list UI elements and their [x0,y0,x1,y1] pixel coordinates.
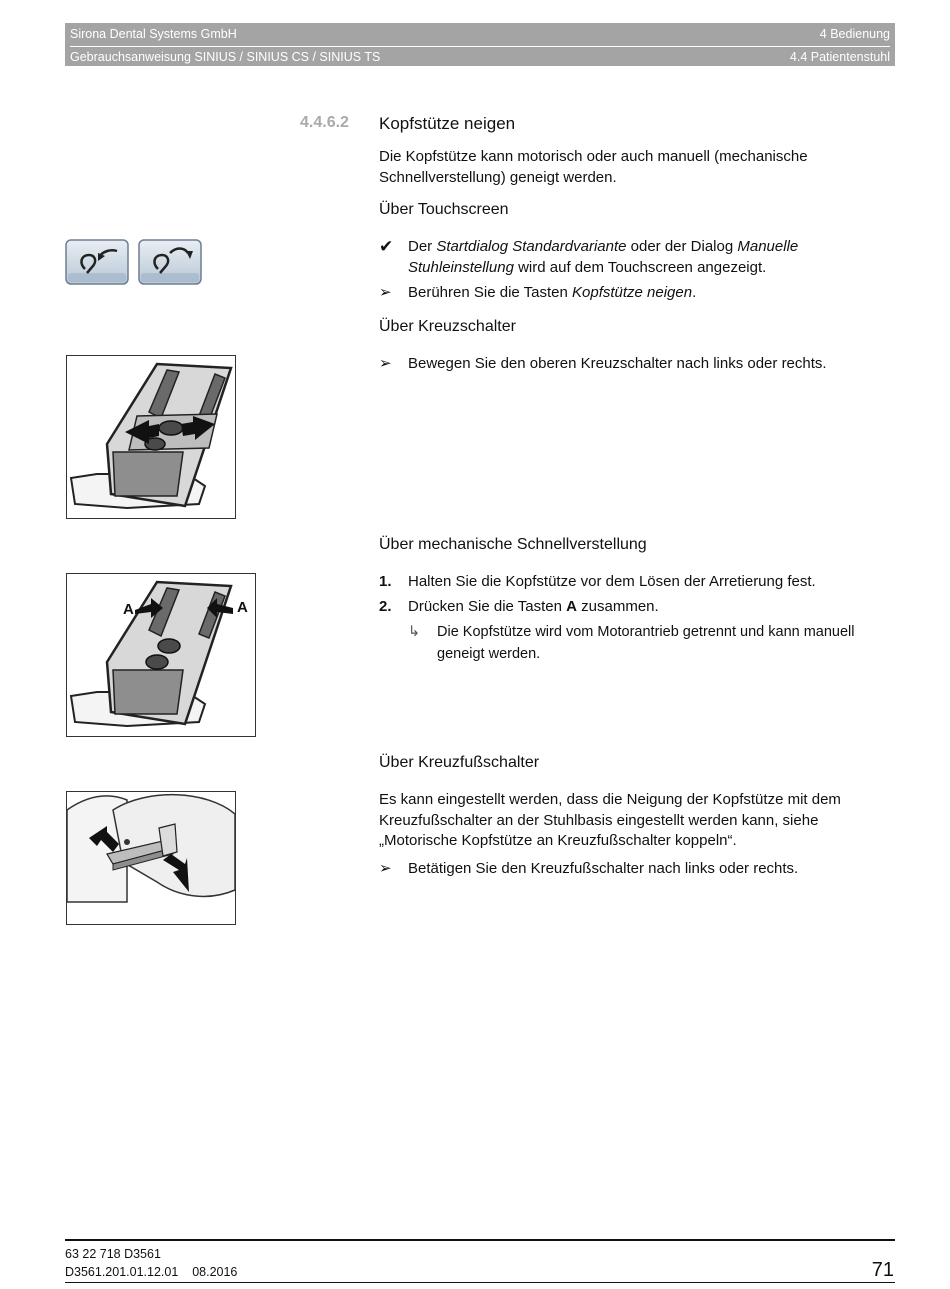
prereq-italic-1: Startdialog Standardvariante [436,238,627,255]
intro-line-2: Schnellverstellung) geneigt werden. [379,168,617,186]
header-section: 4.4 Patientenstuhl [789,50,890,64]
cross-switch-step-text: Bewegen Sie den oberen Kreuzschalter nach links oder rechts. [408,355,827,372]
figure-label-a-left: A [123,601,134,618]
step-2-part-2: zusammen. [577,598,659,615]
section-intro [379,147,894,188]
prereq-part-3: wird auf dem Touchscreen angezeigt. [513,258,767,276]
mechanical-step-2 [379,597,894,618]
cross-switch-figure [66,355,236,519]
check-mark-icon: ✔ [379,237,394,256]
prerequisite-text [408,237,894,278]
mechanical-result [408,622,894,665]
mechanical-step-2-text [408,597,894,618]
touchscreen-step-text [408,283,894,304]
cross-switch-step [379,354,894,375]
result-line-2: geneigt werden. [437,645,541,662]
section-title: Kopfstütze neigen [379,114,516,133]
headrest-tilt-back-button-icon [65,239,129,285]
foot-para-line-2: Kreuzfußschalter an der Stuhlbasis eingestellt werden kann, siehe [379,811,819,829]
result-arrow-icon: ↳ [408,624,421,640]
prereq-part-1: Der [408,238,437,255]
touchscreen-heading: Über Touchscreen [379,201,509,218]
header-chapter: 4 Bedienung [819,27,890,41]
footer-doc-version-line [65,1265,237,1279]
prereq-italic-3: Stuhleinstellung [408,258,514,276]
footer-doc-version: D3561.201.01.12.01 [65,1265,179,1279]
prereq-italic-2: Manuelle [737,238,799,255]
headrest-tilt-forward-button-icon [138,239,202,285]
cross-switch-heading: Über Kreuzschalter [379,318,516,335]
footer-rule-bottom [65,1282,895,1283]
foot-switch-step-text: Betätigen Sie den Kreuzfußschalter nach links oder rechts. [408,860,799,877]
ts-step-part-1: Berühren Sie die Tasten [408,284,572,301]
step-2-part-1: Drücken Sie die Tasten [408,598,567,615]
mechanical-step-1-text: Halten Sie die Kopfstütze vor dem Lösen der Arretierung fest. [408,573,816,590]
foot-switch-figure [66,791,236,925]
foot-para-line-3: „Motorische Kopfstütze an Kreuzfußschalter koppeln“. [379,832,737,849]
header-company: Sirona Dental Systems GmbH [70,27,237,41]
step-number-1: 1. [379,573,392,590]
intro-line-1: Die Kopfstütze kann motorisch oder auch manuell (mechanische [379,148,808,165]
figure-label-a-right: A [237,599,248,616]
foot-para-line-1: Es kann eingestellt werden, dass die Neigung der Kopfstütze mit dem [379,791,841,808]
foot-switch-paragraph [379,790,894,852]
mechanical-result-text [437,622,894,665]
foot-switch-step [379,859,894,880]
footer-rule-top [65,1239,895,1241]
prereq-part-2: oder der Dialog [626,238,738,255]
step-number-2: 2. [379,598,392,615]
step-2-key-a: A [566,598,577,615]
touchscreen-step [379,283,894,304]
mechanical-adjust-figure [66,573,256,737]
mechanical-step-1 [379,572,894,593]
ts-step-part-2: . [692,284,697,301]
header-manual: Gebrauchsanweisung SINIUS / SINIUS CS / SINIUS TS [70,50,381,64]
ts-step-italic: Kopfstütze neigen [572,284,693,301]
page-number: 71 [871,1259,894,1281]
arrow-bullet-icon: ➢ [379,284,392,301]
page-header [65,23,895,66]
prerequisite-item [379,237,894,278]
footer-date: 08.2016 [192,1265,238,1279]
mechanical-heading: Über mechanische Schnellverstellung [379,536,647,553]
result-line-1: Die Kopfstütze wird vom Motorantrieb getrennt und kann manuell [437,624,855,640]
foot-switch-heading: Über Kreuzfußschalter [379,754,540,771]
arrow-bullet-icon: ➢ [379,860,392,877]
arrow-bullet-icon: ➢ [379,355,392,372]
section-number: 4.4.6.2 [300,114,349,131]
footer-doc-number: 63 22 718 D3561 [65,1247,161,1261]
